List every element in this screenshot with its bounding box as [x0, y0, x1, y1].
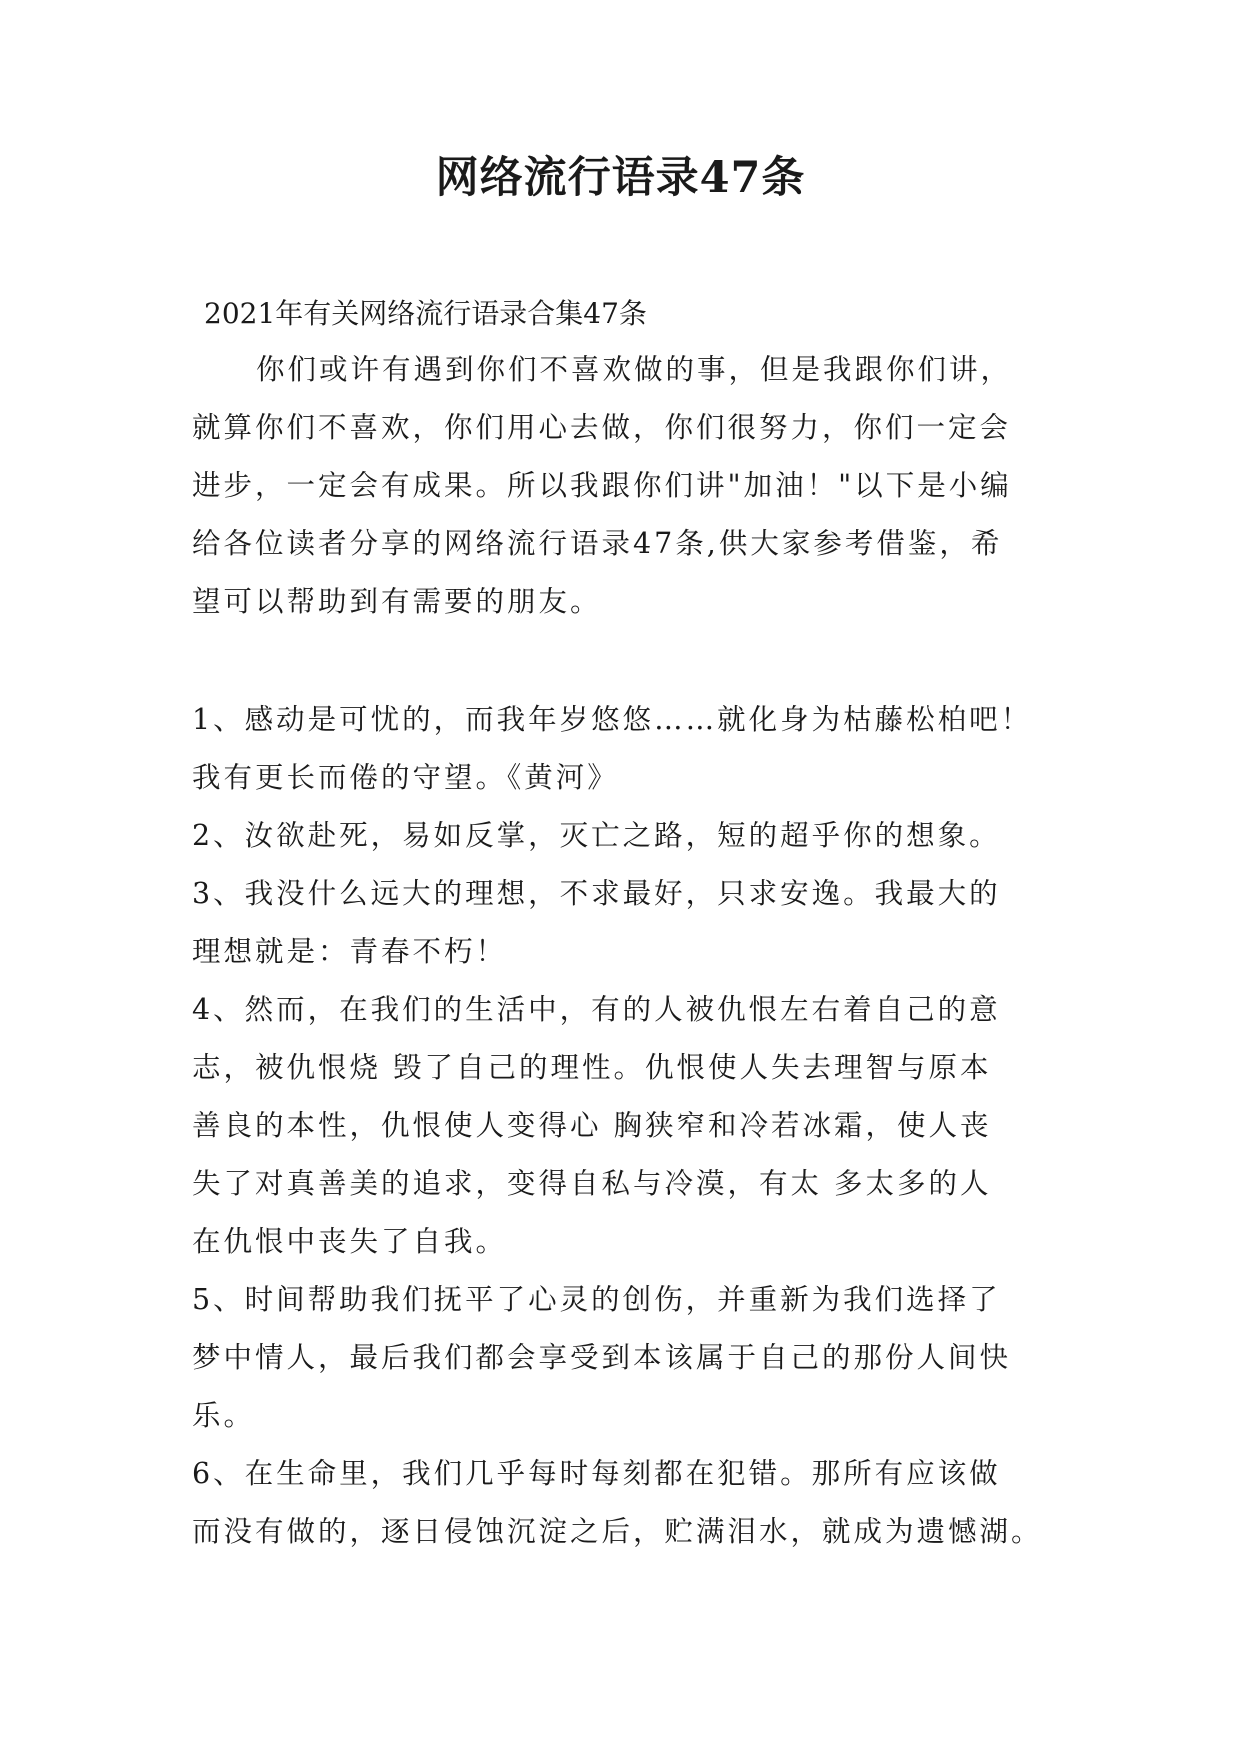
- list-item-line: 6、在生命里，我们几乎每时每刻都在犯错。那所有应该做: [192, 1457, 1001, 1490]
- document-subtitle: 2021年有关网络流行语录合集47条: [204, 297, 647, 330]
- list-item-line: 2、汝欲赴死，易如反掌，灭亡之路，短的超乎你的想象。: [192, 819, 1001, 852]
- list-item-line: 4、然而，在我们的生活中，有的人被仇恨左右着自己的意: [192, 993, 1001, 1026]
- list-item-line: 在仇恨中丧失了自我。: [192, 1225, 508, 1258]
- list-item-line: 失了对真善美的追求，变得自私与冷漠，有太 多太多的人: [192, 1167, 992, 1200]
- list-item-line: 1、感动是可忧的，而我年岁悠悠……就化身为枯藤松柏吧！: [192, 703, 1033, 736]
- list-item-line: 梦中情人，最后我们都会享受到本该属于自己的那份人间快: [192, 1341, 1012, 1374]
- intro-line: 进步，一定会有成果。所以我跟你们讲"加油！"以下是小编: [192, 469, 1012, 502]
- intro-line: 你们或许有遇到你们不喜欢做的事，但是我跟你们讲，: [256, 353, 1013, 386]
- list-item-line: 5、时间帮助我们抚平了心灵的创伤，并重新为我们选择了: [192, 1283, 1001, 1316]
- list-item-line: 志，被仇恨烧 毁了自己的理性。仇恨使人失去理智与原本: [192, 1051, 992, 1084]
- intro-line: 望可以帮助到有需要的朋友。: [192, 585, 602, 618]
- list-item-line: 3、我没什么远大的理想，不求最好，只求安逸。我最大的: [192, 877, 1001, 910]
- list-item-line: 乐。: [192, 1399, 256, 1432]
- document-title: 网络流行语录47条: [435, 153, 806, 203]
- list-item-line: 我有更长而倦的守望。《黄河》: [192, 761, 619, 794]
- intro-line: 就算你们不喜欢，你们用心去做，你们很努力，你们一定会: [192, 411, 1012, 444]
- list-item-line: 善良的本性，仇恨使人变得心 胸狭窄和冷若冰霜，使人丧: [192, 1109, 992, 1142]
- list-item-line: 而没有做的，逐日侵蚀沉淀之后，贮满泪水，就成为遗憾湖。: [192, 1515, 1043, 1548]
- list-item-line: 理想就是：青春不朽！: [192, 935, 508, 968]
- intro-line: 给各位读者分享的网络流行语录47条,供大家参考借鉴，希: [192, 527, 1003, 560]
